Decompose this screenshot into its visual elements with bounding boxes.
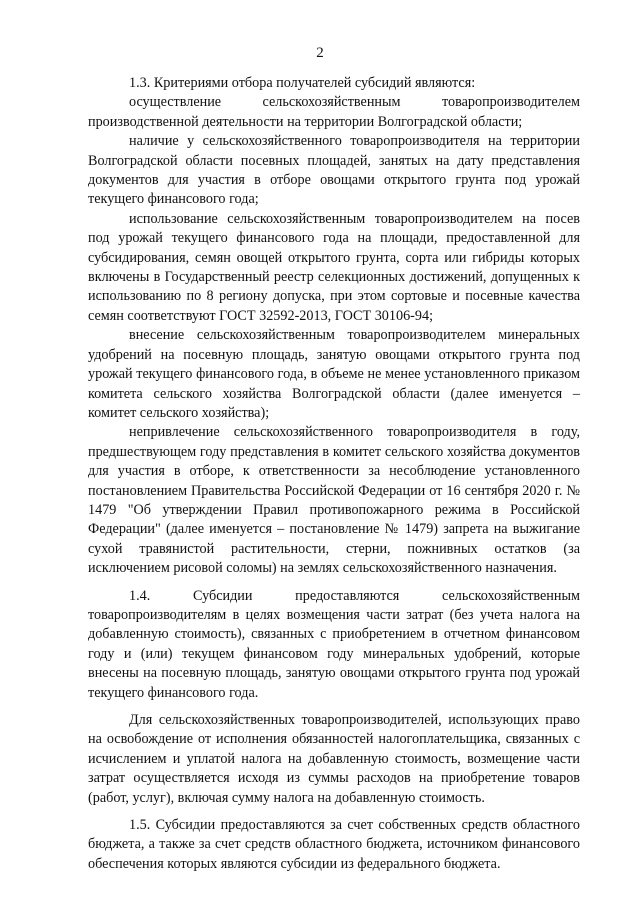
criterion-sown-areas: наличие у сельскохозяйственного товаропроизводителя на территории Волгоградской области посевных площадей, занятых на дату представления документов для участия в отборе овощами открытого грунта под урожай текущего финансового года; bbox=[88, 133, 580, 208]
criterion-production-activity: осуществление сельскохозяйственным товаропроизводителем производственной деятельности на территории Волгоградской области; bbox=[88, 94, 580, 130]
paragraph-1-5: 1.5. Субсидии предоставляются за счет собственных средств областного бюджета, а также за счет средств областного бюджета, источником финансового обеспечения которых являются субсидии из федерального бюджета. bbox=[88, 817, 580, 872]
document-body bbox=[88, 74, 580, 874]
criterion-seed-use: использование сельскохозяйственным товаропроизводителем на посев под урожай текущего финансового года на площади, предоставленной для субсидирования, семян овощей открытого грунта, сорта или гибриды которых включены в Государственный реестр селекционных достижений, допущенных к использованию по 8 региону допуска, при этом сортовые и посевные качества семян соответствуют ГОСТ 32592-2013, ГОСТ 30106-94; bbox=[88, 210, 580, 324]
paragraph-1-4: 1.4. Субсидии предоставляются сельскохозяйственным товаропроизводителям в целях возмещения части затрат (без учета налога на добавленную стоимость), связанных с приобретением в отчетном финансовом году и (или) текущем финансовом году минеральных удобрений, которые внесены на посевную площадь, занятую овощами открытого грунта под урожай текущего финансового года. bbox=[88, 587, 580, 701]
paragraph-vat-exemption: Для сельскохозяйственных товаропроизводителей, использующих право на освобождение от исполнения обязанностей налогоплательщика, связанных с исчислением и уплатой налога на добавленную стоимость, возмещение части затрат осуществляется исходя из суммы расходов на приобретение товаров (работ, услуг), включая сумму налога на добавленную стоимость. bbox=[88, 712, 580, 806]
criterion-fertilizer: внесение сельскохозяйственным товаропроизводителем минеральных удобрений на посевную площадь, занятую овощами открытого грунта под урожай текущего финансового года, в объеме не менее установленного приказом комитета сельского хозяйства Волгоградской области (далее именуется – комитет сельского хозяйства); bbox=[88, 327, 580, 421]
criterion-fire-safety: непривлечение сельскохозяйственного товаропроизводителя в году, предшествующем году представления в комитет сельского хозяйства документов для участия в отборе, к ответственности за несоблюдение установленного постановлением Правительства Российской Федерации от 16 сентября 2020 г. № 1479 "Об утверждении Правил противопожарного режима в Российской Федерации" (далее именуется – постановление № 1479) запрета на выжигание сухой травянистой растительности, стерни, пожнивных остатков (за исключением рисовой соломы) на землях сельскохозяйственного назначения. bbox=[88, 424, 580, 577]
page-number: 2 bbox=[316, 45, 324, 61]
paragraph-1-3-heading: 1.3. Критериями отбора получателей субсидий являются: bbox=[129, 75, 476, 91]
